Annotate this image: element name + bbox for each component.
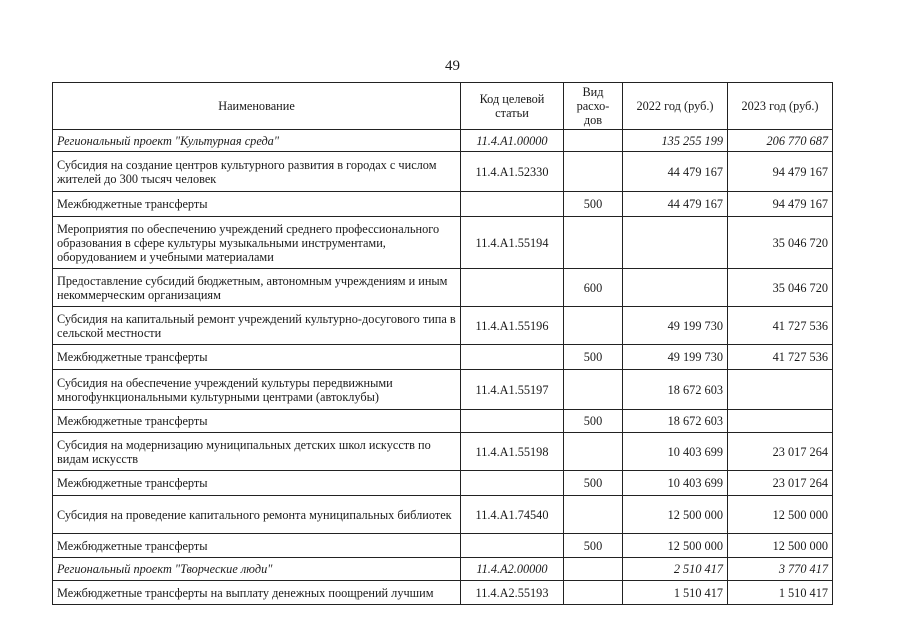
row-2023-cell: 94 479 167: [728, 152, 833, 192]
table-row: [53, 534, 833, 558]
row-code-cell: 11.4.A2.00000: [461, 558, 564, 581]
row-name-cell: Субсидия на модернизацию муниципальных детских школ искусств по видам искусств: [53, 433, 461, 471]
row-code-cell: 11.4.A1.55197: [461, 370, 564, 410]
row-2023-cell: 23 017 264: [728, 433, 833, 471]
row-name-cell: Региональный проект "Культурная среда": [53, 130, 461, 152]
row-2022-cell: 44 479 167: [623, 152, 728, 192]
header-code: Код целевой статьи: [461, 83, 564, 130]
header-vid: Вид расхо-дов: [564, 83, 623, 130]
row-name-cell: Субсидия на капитальный ремонт учреждений культурно-досугового типа в сельской местности: [53, 307, 461, 345]
row-vid-cell: 500: [564, 471, 623, 496]
header-name: Наименование: [53, 83, 461, 130]
row-vid-cell: 500: [564, 534, 623, 558]
row-code-cell: [461, 410, 564, 433]
table-row: [53, 471, 833, 496]
row-code-cell: 11.4.A1.74540: [461, 496, 564, 534]
table-row: [53, 370, 833, 410]
row-name-cell: Региональный проект "Творческие люди": [53, 558, 461, 581]
row-2023-cell: 41 727 536: [728, 345, 833, 370]
row-vid-cell: [564, 130, 623, 152]
row-2022-cell: 18 672 603: [623, 370, 728, 410]
table-row: [53, 581, 833, 605]
row-2023-cell: 12 500 000: [728, 534, 833, 558]
row-2022-cell: 10 403 699: [623, 433, 728, 471]
row-2023-cell: 41 727 536: [728, 307, 833, 345]
row-2022-cell: [623, 217, 728, 269]
row-2023-cell: 12 500 000: [728, 496, 833, 534]
row-2022-cell: 1 510 417: [623, 581, 728, 605]
row-2023-cell: 23 017 264: [728, 471, 833, 496]
row-vid-cell: [564, 217, 623, 269]
row-code-cell: 11.4.A2.55193: [461, 581, 564, 605]
row-code-cell: [461, 534, 564, 558]
row-vid-cell: 500: [564, 192, 623, 217]
row-2022-cell: 18 672 603: [623, 410, 728, 433]
table-body: [53, 130, 833, 605]
table-row: [53, 496, 833, 534]
table-row: [53, 345, 833, 370]
row-2022-cell: 49 199 730: [623, 345, 728, 370]
table-row: [53, 410, 833, 433]
row-2022-cell: 10 403 699: [623, 471, 728, 496]
row-2023-cell: 94 479 167: [728, 192, 833, 217]
row-name-cell: Межбюджетные трансферты: [53, 534, 461, 558]
row-name-cell: Межбюджетные трансферты: [53, 345, 461, 370]
row-2022-cell: 2 510 417: [623, 558, 728, 581]
row-vid-cell: 500: [564, 345, 623, 370]
row-2023-cell: 1 510 417: [728, 581, 833, 605]
row-2022-cell: 12 500 000: [623, 496, 728, 534]
row-code-cell: 11.4.A1.55196: [461, 307, 564, 345]
row-vid-cell: [564, 370, 623, 410]
row-2023-cell: 35 046 720: [728, 217, 833, 269]
table-row: [53, 217, 833, 269]
row-2023-cell: 35 046 720: [728, 269, 833, 307]
row-2022-cell: 49 199 730: [623, 307, 728, 345]
row-name-cell: Субсидия на проведение капитального ремонта муниципальных библиотек: [53, 496, 461, 534]
row-code-cell: [461, 345, 564, 370]
row-vid-cell: 500: [564, 410, 623, 433]
row-vid-cell: [564, 152, 623, 192]
row-code-cell: 11.4.A1.55194: [461, 217, 564, 269]
row-vid-cell: [564, 307, 623, 345]
row-2023-cell: 206 770 687: [728, 130, 833, 152]
row-name-cell: Межбюджетные трансферты: [53, 410, 461, 433]
row-name-cell: Мероприятия по обеспечению учреждений среднего профессионального образования в сфере культуры музыкальными инструментами, оборудованием и учебными материалами: [53, 217, 461, 269]
row-2022-cell: [623, 269, 728, 307]
row-vid-cell: [564, 433, 623, 471]
row-2022-cell: 135 255 199: [623, 130, 728, 152]
table-row: [53, 558, 833, 581]
table-row: [53, 152, 833, 192]
row-vid-cell: [564, 496, 623, 534]
header-2023: 2023 год (руб.): [728, 83, 833, 130]
row-code-cell: 11.4.A1.52330: [461, 152, 564, 192]
row-vid-cell: [564, 581, 623, 605]
page-number: 49: [445, 58, 460, 74]
row-2022-cell: 44 479 167: [623, 192, 728, 217]
row-name-cell: Субсидия на создание центров культурного развития в городах с числом жителей до 300 тысяч человек: [53, 152, 461, 192]
table-row: [53, 192, 833, 217]
row-code-cell: 11.4.A1.00000: [461, 130, 564, 152]
row-2023-cell: 3 770 417: [728, 558, 833, 581]
row-name-cell: Межбюджетные трансферты: [53, 192, 461, 217]
table-header-row: [53, 83, 833, 130]
table-row: [53, 433, 833, 471]
table-row: [53, 130, 833, 152]
header-2022: 2022 год (руб.): [623, 83, 728, 130]
row-name-cell: Межбюджетные трансферты на выплату денежных поощрений лучшим: [53, 581, 461, 605]
row-name-cell: Субсидия на обеспечение учреждений культуры передвижными многофункциональными культурными центрами (автоклубы): [53, 370, 461, 410]
row-code-cell: [461, 269, 564, 307]
row-name-cell: Межбюджетные трансферты: [53, 471, 461, 496]
row-vid-cell: 600: [564, 269, 623, 307]
row-2022-cell: 12 500 000: [623, 534, 728, 558]
row-2023-cell: [728, 410, 833, 433]
row-name-cell: Предоставление субсидий бюджетным, автономным учреждениям и иным некоммерческим организациям: [53, 269, 461, 307]
row-code-cell: [461, 471, 564, 496]
budget-table: [52, 82, 833, 605]
row-code-cell: 11.4.A1.55198: [461, 433, 564, 471]
row-2023-cell: [728, 370, 833, 410]
row-vid-cell: [564, 558, 623, 581]
table-row: [53, 269, 833, 307]
row-code-cell: [461, 192, 564, 217]
table-row: [53, 307, 833, 345]
